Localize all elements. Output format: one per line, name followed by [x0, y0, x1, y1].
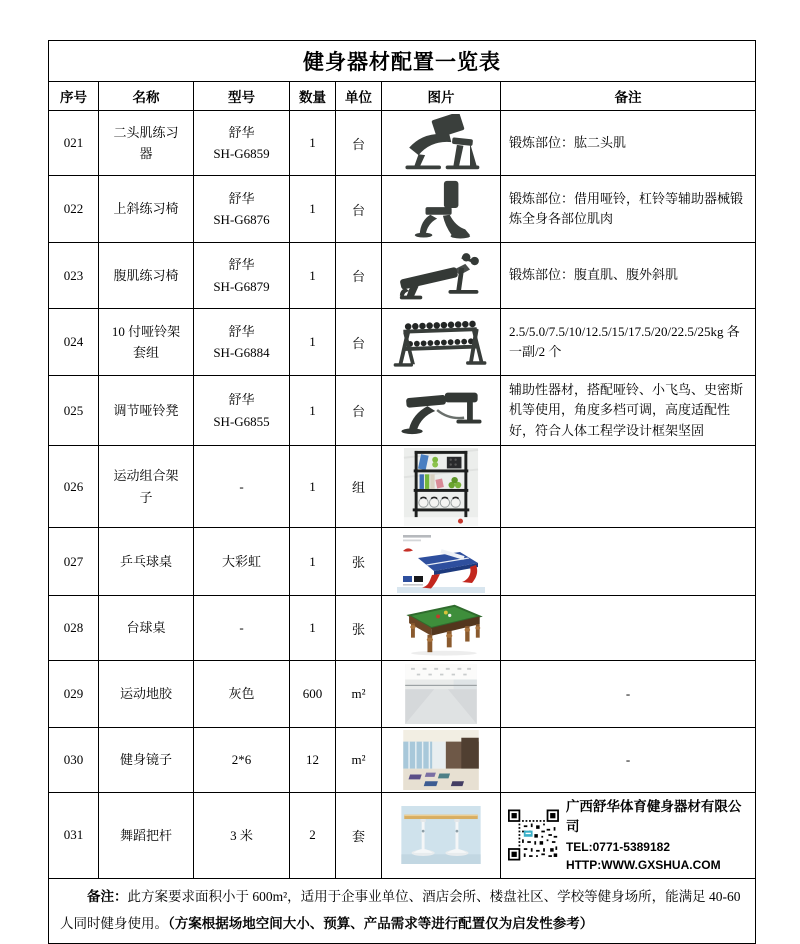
- page-title: 健身器材配置一览表: [49, 41, 756, 82]
- cell-image: [382, 528, 501, 596]
- cell-remark: 锻炼部位：腹直肌、腹外斜肌: [501, 243, 756, 309]
- footer-note: [50, 884, 754, 937]
- cell-no: 027: [49, 528, 99, 596]
- footer-note-text: 此方案要求面积小于 600m²，适用于企事业单位、酒店会所、楼盘社区、学校等健身场所，能满足 40-60 人同时健身使用。: [60, 889, 741, 931]
- cell-model: 灰色: [194, 661, 290, 728]
- ballet-barre-photo: [400, 806, 482, 864]
- cell-qty: 600: [290, 661, 336, 728]
- table-header-row: [49, 82, 756, 111]
- cell-name: 调节哑铃凳: [99, 376, 194, 446]
- table-row: [49, 446, 756, 528]
- cell-name: 运动地胶: [99, 661, 194, 728]
- footer-note-cell: [49, 878, 756, 943]
- cell-image: [382, 376, 501, 446]
- cell-unit: 张: [336, 528, 382, 596]
- cell-no: 024: [49, 309, 99, 376]
- cell-remark: -: [501, 728, 756, 793]
- cell-model: 舒华 SH-G6876: [194, 176, 290, 243]
- company-tel: TEL:0771-5389182: [565, 839, 671, 854]
- col-header-image: 图片: [382, 82, 501, 111]
- abdominal-bench-image: [393, 247, 489, 305]
- cell-name: 乒乓球桌: [99, 528, 194, 596]
- incline-exercise-chair-image: [406, 179, 476, 239]
- cell-name: 腹肌练习椅: [99, 243, 194, 309]
- footer-note-label: 备注：: [87, 889, 128, 905]
- sports-storage-rack-photo: [403, 448, 479, 526]
- cell-qty: 1: [290, 376, 336, 446]
- cell-name: 运动组合架 子: [99, 446, 194, 528]
- cell-image: [382, 111, 501, 176]
- table-row: [49, 728, 756, 793]
- cell-qty: 1: [290, 111, 336, 176]
- cell-no: 022: [49, 176, 99, 243]
- table-row: [49, 243, 756, 309]
- cell-unit: 组: [336, 446, 382, 528]
- cell-no: 029: [49, 661, 99, 728]
- cell-remark: -: [501, 661, 756, 728]
- table-row: [49, 596, 756, 661]
- adjustable-dumbbell-bench-image: [393, 384, 489, 438]
- equipment-table: [48, 40, 756, 944]
- cell-qty: 1: [290, 528, 336, 596]
- cell-qty: 1: [290, 176, 336, 243]
- cell-model: 3 米: [194, 793, 290, 879]
- table-row: [49, 661, 756, 728]
- cell-remark: [501, 596, 756, 661]
- cell-qty: 1: [290, 309, 336, 376]
- cell-remark: 锻炼部位：借用哑铃，杠铃等辅助器械锻炼全身各部位肌肉: [501, 176, 756, 243]
- cell-no: 028: [49, 596, 99, 661]
- billiard-table-photo: [396, 598, 486, 658]
- company-text: [566, 797, 751, 874]
- col-header-no: 序号: [49, 82, 99, 111]
- cell-unit: 台: [336, 176, 382, 243]
- col-header-name: 名称: [99, 82, 194, 111]
- cell-unit: 台: [336, 309, 382, 376]
- qr-code-icon: [508, 809, 559, 861]
- pingpong-table-photo: [397, 531, 485, 593]
- table-row: [49, 111, 756, 176]
- cell-image: [382, 176, 501, 243]
- preacher-curl-bench-image: [393, 114, 489, 172]
- cell-remark: [501, 446, 756, 528]
- cell-image: [382, 243, 501, 309]
- cell-unit: 台: [336, 111, 382, 176]
- cell-model: 舒华 SH-G6859: [194, 111, 290, 176]
- cell-name: 台球桌: [99, 596, 194, 661]
- cell-qty: 1: [290, 446, 336, 528]
- cell-model: -: [194, 446, 290, 528]
- cell-image: [382, 309, 501, 376]
- table-row: [49, 376, 756, 446]
- cell-image: [382, 728, 501, 793]
- table-row: [49, 176, 756, 243]
- col-header-qty: 数量: [290, 82, 336, 111]
- cell-name: 10 付哑铃架 套组: [99, 309, 194, 376]
- company-info-block: [503, 795, 753, 876]
- cell-no: 030: [49, 728, 99, 793]
- cell-qty: 2: [290, 793, 336, 879]
- sports-flooring-photo: [404, 664, 478, 724]
- cell-no: 026: [49, 446, 99, 528]
- cell-no: 021: [49, 111, 99, 176]
- cell-no: 023: [49, 243, 99, 309]
- cell-remark: 锻炼部位：肱二头肌: [501, 111, 756, 176]
- cell-model: -: [194, 596, 290, 661]
- company-website: HTTP:WWW.GXSHUA.COM: [565, 857, 721, 872]
- cell-name: 健身镜子: [99, 728, 194, 793]
- cell-unit: 台: [336, 243, 382, 309]
- table-row: [49, 309, 756, 376]
- table-row: [49, 793, 756, 879]
- cell-qty: 1: [290, 596, 336, 661]
- cell-model: 舒华 SH-G6855: [194, 376, 290, 446]
- cell-unit: 套: [336, 793, 382, 879]
- gym-mirror-room-photo: [401, 730, 481, 790]
- cell-remark: [501, 528, 756, 596]
- col-header-unit: 单位: [336, 82, 382, 111]
- cell-unit: 台: [336, 376, 382, 446]
- dumbbell-rack-set-image: [390, 314, 492, 370]
- col-header-model: 型号: [194, 82, 290, 111]
- cell-model: 大彩虹: [194, 528, 290, 596]
- cell-model: 舒华 SH-G6879: [194, 243, 290, 309]
- col-header-remark: 备注: [501, 82, 756, 111]
- table-row: [49, 528, 756, 596]
- cell-unit: m²: [336, 661, 382, 728]
- cell-remark: 2.5/5.0/7.5/10/12.5/15/17.5/20/22.5/25kg 各一副/2 个: [501, 309, 756, 376]
- cell-qty: 1: [290, 243, 336, 309]
- cell-model: 舒华 SH-G6884: [194, 309, 290, 376]
- cell-unit: m²: [336, 728, 382, 793]
- cell-remark: 辅助性器材，搭配哑铃、小飞鸟、史密斯机等使用，角度多档可调，高度适配性好，符合人体工程学设计框架坚固: [501, 376, 756, 446]
- cell-name: 舞蹈把杆: [99, 793, 194, 879]
- cell-image: [382, 661, 501, 728]
- cell-image: [382, 596, 501, 661]
- cell-no: 031: [49, 793, 99, 879]
- cell-unit: 张: [336, 596, 382, 661]
- cell-image: [382, 793, 501, 879]
- cell-image: [382, 446, 501, 528]
- table-title-row: [49, 41, 756, 82]
- cell-name: 二头肌练习 器: [99, 111, 194, 176]
- footer-note-bold: （方案根据场地空间大小、预算、产品需求等进行配置仅为启发性参考）: [168, 915, 594, 931]
- company-name: 广西舒华体育健身器材有限公司: [565, 799, 742, 835]
- cell-model: 2*6: [194, 728, 290, 793]
- cell-name: 上斜练习椅: [99, 176, 194, 243]
- cell-no: 025: [49, 376, 99, 446]
- cell-qty: 12: [290, 728, 336, 793]
- cell-remark-company: [501, 793, 756, 879]
- footer-note-row: [49, 878, 756, 943]
